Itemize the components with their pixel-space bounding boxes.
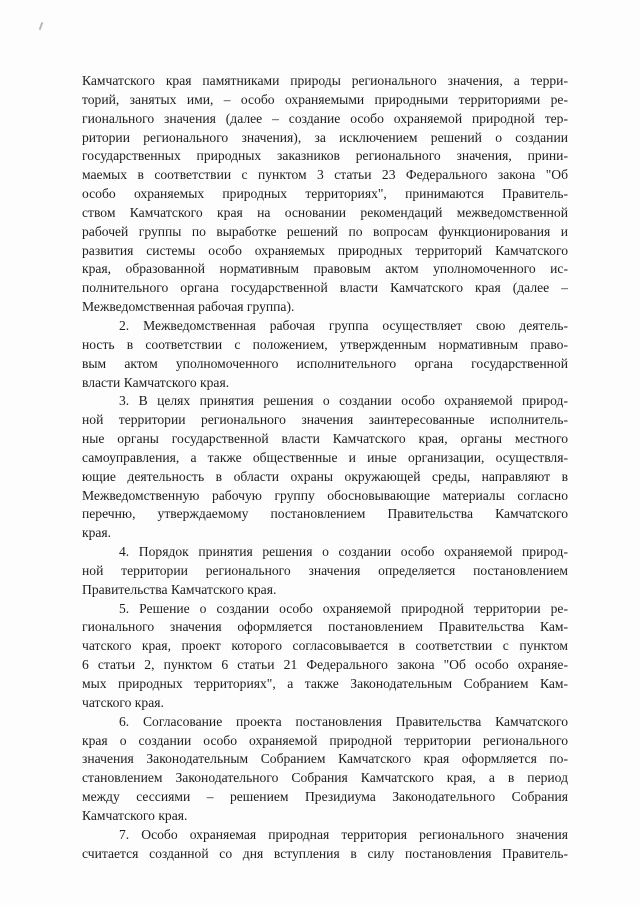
text-line: 4. Порядок принятия решения о создании особо охраняемой природ- (119, 544, 568, 560)
text-line: особо охраняемых природных территориях", принимаются Правитель- (82, 186, 568, 202)
text-line: становлением Законодательного Собрания Камчатского края, а в период (82, 770, 568, 786)
text-line: гионального значения оформляется постановлением Правительства Кам- (82, 619, 568, 635)
text-line: Межведомственную рабочую группу обосновывающие материалы согласно (82, 487, 568, 503)
paragraph-6 (82, 713, 568, 826)
text-line: края о создании особо охраняемой природной территории регионального (82, 732, 568, 748)
text-line: 3. В целях принятия решения о создании особо охраняемой природ- (119, 393, 568, 409)
text-line: государственных природных заказников регионального значения, прини- (82, 148, 568, 164)
text-line: ной территории регионального значения определяется постановлением (82, 562, 568, 578)
text-line: власти Камчатского края. (82, 374, 230, 390)
text-line: Межведомственная рабочая группа). (82, 299, 295, 315)
text-line: чатского края. (82, 694, 164, 710)
paragraph-2 (82, 317, 568, 392)
paragraph-4 (82, 543, 568, 600)
text-line: 2. Межведомственная рабочая группа осуществляет свою деятель- (119, 317, 568, 333)
text-line: ность в соответствии с положением, утвержденным нормативным право- (82, 336, 568, 352)
text-line: рабочей группы по выработке решений по вопросам функционирования и (82, 223, 568, 239)
text-line: мых природных территориях", а также Законодательным Собранием Кам- (82, 676, 568, 691)
text-line: края. (82, 525, 112, 541)
text-line: развития системы особо охраняемых природных территорий Камчатского (82, 242, 568, 258)
text-line: 5. Решение о создании особо охраняемой природной территории ре- (119, 600, 568, 616)
text-line: перечню, утверждаемому постановлением Правительства Камчатского (82, 506, 568, 522)
paragraph-5 (82, 600, 568, 713)
text-line: ной территории регионального значения заинтересованные исполнитель- (82, 412, 568, 428)
text-line: 7. Особо охраняемая природная территория регионального значения (119, 826, 568, 842)
text-line: Правительства Камчатского края. (82, 581, 277, 597)
paragraph-3 (82, 392, 568, 543)
text-line: Камчатского края памятниками природы регионального значения, а терри- (82, 73, 568, 88)
scan-artifact-mark (39, 22, 44, 30)
text-line: маемых в соответствии с пунктом 3 статьи 23 Федерального закона "Об (82, 167, 568, 183)
text-line: 6. Согласование проекта постановления Правительства Камчатского (119, 713, 568, 729)
text-line: Камчатского края. (82, 807, 188, 823)
paragraph-1 (82, 72, 568, 317)
text-line: края, образованной нормативным правовым актом уполномоченного ис- (82, 261, 568, 277)
text-line: полнительного органа государственной власти Камчатского края (далее – (82, 280, 568, 296)
text-line: ритории регионального значения), за исключением решений о создании (82, 129, 568, 145)
document-body (82, 72, 568, 863)
text-line: гионального значения (далее – создание особо охраняемой природной тер- (82, 110, 568, 126)
text-line: самоуправления, а также общественные и иные организации, осуществля- (82, 449, 568, 465)
text-line: торий, занятых ими, – особо охраняемыми природными территориями ре- (82, 91, 568, 107)
text-line: чатского края, проект которого согласовывается в соответствии с пунктом (82, 638, 568, 654)
text-line: ные органы государственной власти Камчатского края, органы местного (82, 431, 568, 447)
text-line: считается созданной со дня вступления в силу постановления Правитель- (82, 845, 568, 861)
text-line: ством Камчатского края на основании рекомендаций межведомственной (82, 204, 568, 220)
text-line: 6 статьи 2, пунктом 6 статьи 21 Федерального закона "Об особо охраняе- (82, 657, 568, 673)
paragraph-7 (82, 826, 568, 864)
text-line: между сессиями – решением Президиума Законодательного Собрания (82, 789, 568, 805)
text-line: ющие деятельность в области охраны окружающей среды, направляют в (82, 468, 568, 484)
text-line: значения Законодательным Собранием Камчатского края оформляется по- (82, 751, 568, 767)
text-line: вым актом уполномоченного исполнительного органа государственной (82, 355, 568, 371)
